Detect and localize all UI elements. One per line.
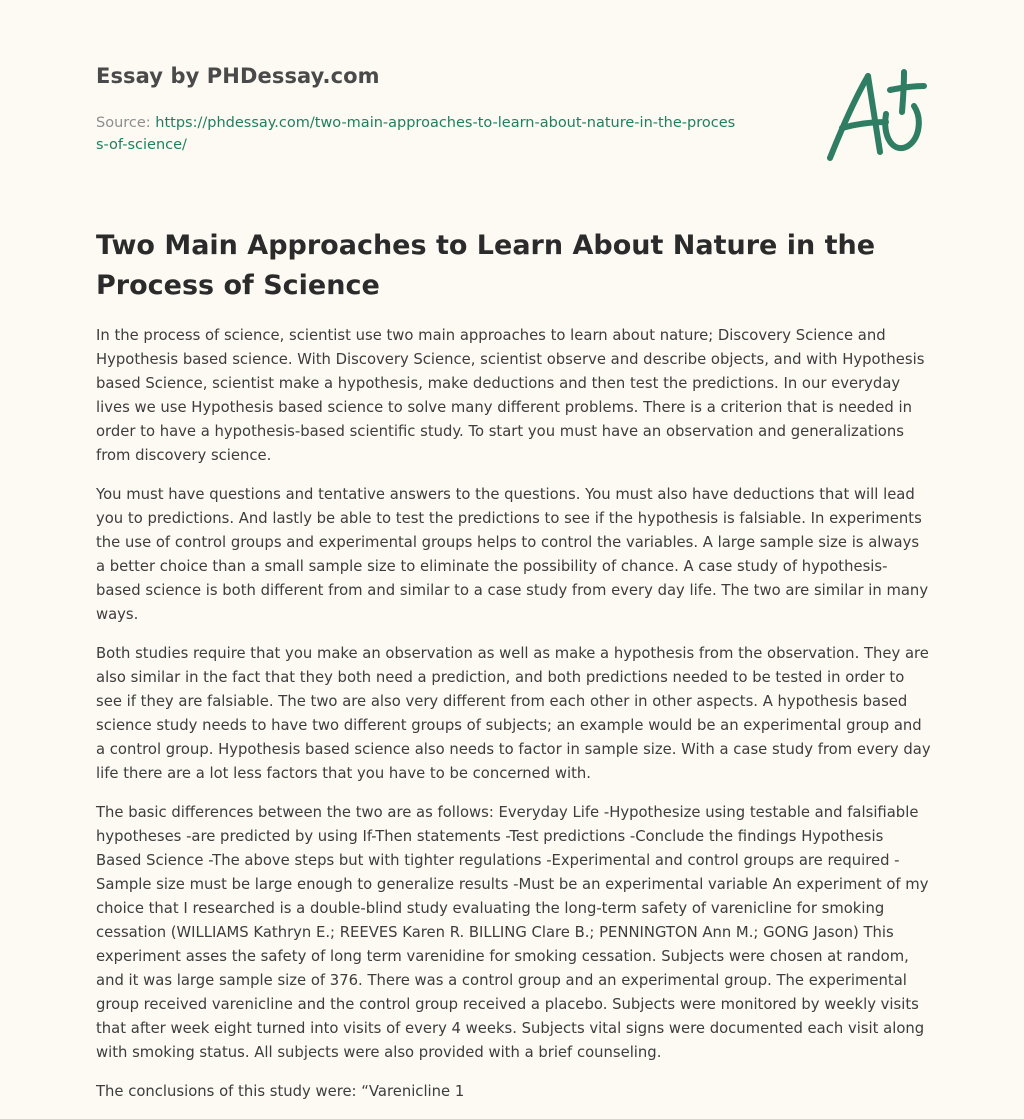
a-plus-logo-icon	[820, 66, 932, 166]
site-title: Essay by PHDessay.com	[96, 64, 380, 88]
essay-paragraph-3: Both studies require that you make an observation as well as make a hypothesis from the observation. They are also similar in the fact that they both need a prediction, and both predictions needed to be tested in order to see if they are falsiable. The two are also very different from each other in other aspects. A hypothesis based science study needs to have two different groups of subjects; an example would be an experimental group and a control group. Hypothesis based science also needs to factor in sample size. With a case study from every day life there are a lot less factors that you have to be concerned with.	[96, 645, 931, 782]
source-label: Source:	[96, 115, 151, 131]
essay-paragraph-5: The conclusions of this study were: “Varenicline 1	[96, 1083, 465, 1100]
essay-title: Two Main Approaches to Learn About Nature in the Process of Science	[96, 230, 876, 301]
source-line	[96, 112, 736, 156]
essay-body	[96, 324, 932, 1119]
source-link[interactable]: https://phdessay.com/two-main-approaches-to-learn-about-nature-in-the-process-of-science/	[96, 115, 736, 153]
essay-paragraph-2: You must have questions and tentative answers to the questions. You must also have deductions that will lead you to predictions. And lastly be able to test the predictions to see if the hypothesis is falsiable. In experiments the use of control groups and experimental groups helps to control the variables. A large sample size is always a better choice than a small sample size to eliminate the possibility of chance. A case study of hypothesis-based science is both different from and similar to a case study from every day life. The two are similar in many ways.	[96, 486, 929, 623]
essay-paragraph-4: The basic differences between the two are as follows: Everyday Life -Hypothesize using testable and falsifiable hypotheses -are predicted by using If-Then statements -Test predictions -Conclude the findings Hypothesis Based Science -The above steps but with tighter regulations -Experimental and control groups are required -Sample size must be large enough to generalize results -Must be an experimental variable An experiment of my choice that I researched is a double-blind study evaluating the long-term safety of varenicline for smoking cessation (WILLIAMS Kathryn E.; REEVES Karen R. BILLING Clare B.; PENNINGTON Ann M.; GONG Jason) This experiment asses the safety of long term varenidine for smoking cessation. Subjects were chosen at random, and it was large sample size of 376. There was a control group and an experimental group. The experimental group received varenicline and the control group received a placebo. Subjects were monitored by weekly visits that after week eight turned into visits of every 4 weeks. Subjects vital signs were documented each visit along with smoking status. All subjects were also provided with a brief counseling.	[96, 804, 929, 1061]
essay-paragraph-1: In the process of science, scientist use two main approaches to learn about nature; Discovery Science and Hypothesis based science. With Discovery Science, scientist observe and describe objects, and with Hypothesis based Science, scientist make a hypothesis, make deductions and then test the predictions. In our everyday lives we use Hypothesis based science to solve many different problems. There is a criterion that is needed in order to have a hypothesis-based scientific study. To start you must have an observation and generalizations from discovery science.	[96, 327, 925, 464]
